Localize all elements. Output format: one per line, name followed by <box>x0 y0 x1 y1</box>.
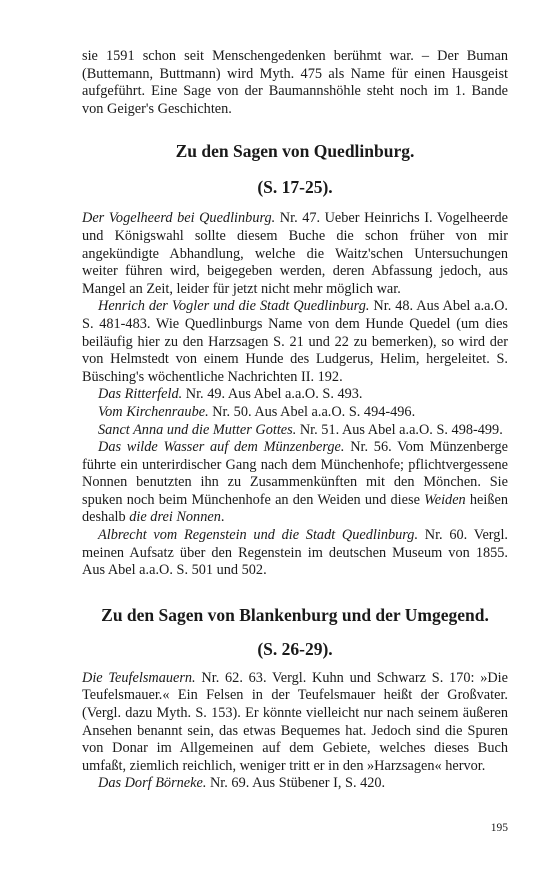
entry-title: Albrecht vom Regenstein und die Stadt Quedlinburg. <box>98 527 419 544</box>
page-body <box>82 48 508 793</box>
section-1-heading: Zu den Sagen von Quedlinburg. <box>175 141 415 162</box>
entry-title: Der Vogelheerd bei Quedlinburg. <box>82 210 276 227</box>
entry-text: Nr. 47. Ueber Heinrichs I. Vogelheerde und Königswahl sollte diesem Buche die schon früher von mir angekündigte Abhandlung, welche die Waitz'schen Untersuchungen weiter führen wird, beigegeben werden, deren Abfassung jedoch, aus Mangel an Zeit, leider für jetzt nicht mehr möglich war. <box>82 210 508 297</box>
entry-title: Henrich der Vogler und die Stadt Quedlinburg. <box>98 298 370 315</box>
entry-sanct-anna <box>82 422 508 440</box>
intro-paragraph: sie 1591 schon seit Menschengedenken berühmt war. – Der Buman (Buttemann, Buttmann) wird Myth. 475 als Name für einen Hausgeist aufgeführt. Eine Sage von der Baumannshöhle steht noch im 1. Bande von Geiger's Geschichten. <box>82 48 508 117</box>
entry-teufelsmauern <box>82 670 508 776</box>
page-number: 195 <box>490 822 508 834</box>
entry-text: Nr. 50. Aus Abel a.a.O. S. 494-496. <box>208 403 416 420</box>
entry-text: Nr. 56. Vom Münzenberge führte ein unterirdischer Gang nach dem Münchenhofe; pflichtvergessene Nonnen benutzten ihn zu Zusammenkünften mit den Mönchen. Sie spuken noch beim Münchenhofe an den Weiden und diese <box>82 439 508 508</box>
entry-henrich <box>82 298 508 386</box>
entry-text: Nr. 60. Vergl. meinen Aufsatz über den Regenstein im deutschen Museum von 1855. Aus Abel a.a.O. S. 501 und 502. <box>82 527 508 579</box>
entry-title: Sanct Anna und die Mutter Gottes. <box>98 421 297 438</box>
entry-title: Die Teufelsmauern. <box>82 669 196 686</box>
entry-kirchenraube <box>82 404 508 422</box>
section-2-pages: (S. 26-29). <box>257 638 333 659</box>
entry-vogelheerd <box>82 210 508 298</box>
entry-italic-weiden: Weiden <box>424 491 466 508</box>
entry-text: Nr. 62. 63. Vergl. Kuhn und Schwarz S. 170: »Die Teufelsmauer.« Ein Felsen in der Teufelsmauer heißt der Großvater. (Vergl. dazu Myth. S. 153). Er könnte vielleicht nur nach seinem äußeren Ansehen benannt sein, das etwas Bequemes hat. Jedoch sind die Spuren von Donar im Allgemeinen auf dem Gebiete, welches dieses Buch umfaßt, ziemlich reichlich, weniger tritt er in den »Harzsagen« hervor. <box>82 669 508 774</box>
entry-boerneke <box>82 775 508 793</box>
entry-text-2: heißen deshalb <box>82 491 508 526</box>
entry-text: Nr. 48. Aus Abel a.a.O. S. 481-483. Wie Quedlinburgs Name von dem Hunde Quedel (um dies beiläufig hier zu den Harzsagen S. 21 und 22 zu bemerken), so wird der von Helmstedt von einem Hunde des Ludgerus, Helim, hergeleitet. S. Büsching's wöchentliche Nachrichten II. 192. <box>82 298 508 385</box>
entry-text-3: . <box>220 509 225 526</box>
section-2-heading: Zu den Sagen von Blankenburg und der Umgegend. <box>101 604 489 625</box>
entry-albrecht <box>82 527 508 580</box>
section-1-pages: (S. 17-25). <box>257 177 333 198</box>
entry-title: Vom Kirchenraube. <box>98 403 209 420</box>
entry-ritterfeld <box>82 386 508 404</box>
entry-text: Nr. 51. Aus Abel a.a.O. S. 498-499. <box>296 421 503 438</box>
entry-title: Das wilde Wasser auf dem Münzenberge. <box>98 439 345 456</box>
entry-title: Das Ritterfeld. <box>98 386 183 403</box>
entry-title: Das Dorf Börneke. <box>98 775 207 792</box>
entry-text: Nr. 69. Aus Stübener I, S. 420. <box>206 775 386 792</box>
entry-italic-nonnen: die drei Nonnen <box>129 509 221 526</box>
entry-wilde-wasser <box>82 439 508 527</box>
entry-text: Nr. 49. Aus Abel a.a.O. S. 493. <box>182 386 363 403</box>
